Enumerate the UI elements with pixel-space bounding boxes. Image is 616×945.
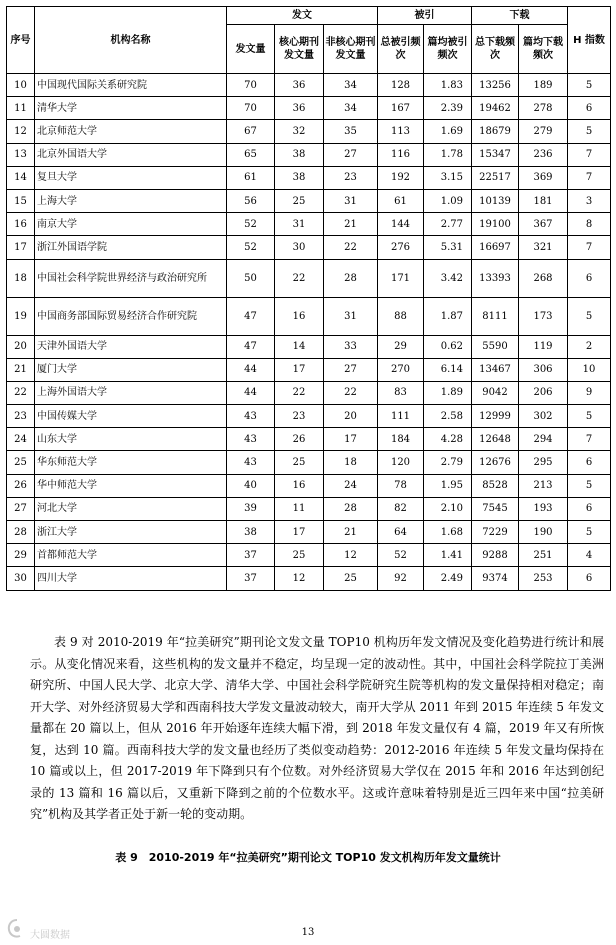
cell-noncore: 22 [324,381,378,404]
cell-core: 36 [275,74,324,97]
cell-total-dl: 9374 [472,567,519,590]
cell-core: 17 [275,521,324,544]
cell-org: 浙江大学 [35,521,227,544]
cell-noncore: 22 [324,236,378,259]
cell-noncore: 21 [324,521,378,544]
cell-index: 13 [7,143,35,166]
cell-index: 12 [7,120,35,143]
cell-index: 30 [7,567,35,590]
table-row [7,213,611,236]
cell-noncore: 12 [324,544,378,567]
cell-avg-cite: 1.41 [424,544,472,567]
cell-index: 18 [7,259,35,297]
cell-org: 上海外国语大学 [35,381,227,404]
cell-articles: 40 [227,474,275,497]
cell-total-dl: 13256 [472,74,519,97]
header-avg-cite: 篇均被引频次 [424,25,472,74]
cell-org: 北京外国语大学 [35,143,227,166]
cell-h-index: 5 [568,297,611,335]
cell-avg-dl: 278 [519,97,568,120]
cell-org: 华东师范大学 [35,451,227,474]
cell-avg-cite: 1.89 [424,381,472,404]
table-row [7,405,611,428]
cell-avg-cite: 1.83 [424,74,472,97]
cell-index: 24 [7,428,35,451]
cell-total-dl: 15347 [472,143,519,166]
cell-org: 华中师范大学 [35,474,227,497]
cell-avg-cite: 5.31 [424,236,472,259]
header-core: 核心期刊发文量 [275,25,324,74]
cell-avg-dl: 306 [519,358,568,381]
cell-org: 清华大学 [35,97,227,120]
cell-h-index: 5 [568,521,611,544]
cell-total-cite: 83 [378,381,424,404]
cell-articles: 39 [227,497,275,520]
cell-core: 16 [275,297,324,335]
cell-core: 36 [275,97,324,120]
cell-articles: 43 [227,405,275,428]
table-row [7,120,611,143]
cell-total-dl: 16697 [472,236,519,259]
cell-avg-dl: 236 [519,143,568,166]
table-row [7,259,611,297]
cell-total-dl: 7545 [472,497,519,520]
cell-core: 17 [275,358,324,381]
cell-total-cite: 144 [378,213,424,236]
cell-avg-cite: 2.58 [424,405,472,428]
header-group-download: 下载 [472,7,568,25]
cell-core: 16 [275,474,324,497]
cell-noncore: 21 [324,213,378,236]
cell-total-dl: 7229 [472,521,519,544]
cell-total-dl: 8111 [472,297,519,335]
cell-articles: 43 [227,428,275,451]
cell-h-index: 10 [568,358,611,381]
cell-articles: 37 [227,544,275,567]
cell-avg-dl: 302 [519,405,568,428]
cell-index: 17 [7,236,35,259]
table-caption: 表 9 2010-2019 年“拉美研究”期刊论文 TOP10 发文机构历年发文量统计 [115,851,501,864]
cell-noncore: 17 [324,428,378,451]
cell-org: 上海大学 [35,189,227,212]
cell-articles: 52 [227,236,275,259]
cell-articles: 37 [227,567,275,590]
cell-total-cite: 120 [378,451,424,474]
cell-org: 四川大学 [35,567,227,590]
table-row [7,236,611,259]
page-number: 13 [301,927,315,938]
cell-articles: 67 [227,120,275,143]
table-row [7,381,611,404]
header-total-cite: 总被引频次 [378,25,424,74]
cell-h-index: 5 [568,120,611,143]
cell-avg-cite: 1.95 [424,474,472,497]
cell-articles: 43 [227,451,275,474]
cell-total-cite: 276 [378,236,424,259]
cell-org: 中国传媒大学 [35,405,227,428]
cell-core: 38 [275,166,324,189]
header-org: 机构名称 [35,7,227,74]
cell-org: 北京师范大学 [35,120,227,143]
cell-total-cite: 78 [378,474,424,497]
cell-h-index: 7 [568,166,611,189]
cell-noncore: 25 [324,567,378,590]
cell-total-cite: 88 [378,297,424,335]
table-row [7,544,611,567]
cell-total-cite: 111 [378,405,424,428]
cell-articles: 47 [227,297,275,335]
cell-noncore: 20 [324,405,378,428]
cell-h-index: 2 [568,335,611,358]
cell-total-dl: 12676 [472,451,519,474]
cell-articles: 61 [227,166,275,189]
cell-index: 14 [7,166,35,189]
cell-core: 25 [275,544,324,567]
cell-h-index: 5 [568,474,611,497]
cell-core: 38 [275,143,324,166]
cell-avg-dl: 193 [519,497,568,520]
cell-avg-dl: 206 [519,381,568,404]
cell-avg-dl: 294 [519,428,568,451]
table-row [7,189,611,212]
cell-index: 15 [7,189,35,212]
cell-total-cite: 113 [378,120,424,143]
cell-total-cite: 52 [378,544,424,567]
cell-index: 19 [7,297,35,335]
table-row [7,497,611,520]
cell-org: 中国现代国际关系研究院 [35,74,227,97]
cell-avg-dl: 119 [519,335,568,358]
cell-h-index: 6 [568,259,611,297]
cell-total-cite: 270 [378,358,424,381]
cell-articles: 44 [227,358,275,381]
table-row [7,521,611,544]
cell-avg-cite: 6.14 [424,358,472,381]
cell-total-dl: 10139 [472,189,519,212]
cell-articles: 50 [227,259,275,297]
cell-index: 22 [7,381,35,404]
cell-org: 中国社会科学院世界经济与政治研究所 [35,259,227,297]
cell-articles: 38 [227,521,275,544]
cell-org: 首都师范大学 [35,544,227,567]
cell-total-dl: 12999 [472,405,519,428]
header-group-cite: 被引 [378,7,472,25]
header-h-index: H 指数 [568,7,611,74]
cell-core: 11 [275,497,324,520]
cell-total-dl: 9288 [472,544,519,567]
cell-index: 16 [7,213,35,236]
cell-total-cite: 82 [378,497,424,520]
cell-org: 厦门大学 [35,358,227,381]
cell-index: 27 [7,497,35,520]
cell-org: 浙江外国语学院 [35,236,227,259]
watermark-text: 大圆数据 [30,930,70,941]
cell-noncore: 28 [324,259,378,297]
header-articles: 发文量 [227,25,275,74]
cell-core: 32 [275,120,324,143]
cell-total-dl: 19462 [472,97,519,120]
cell-avg-dl: 173 [519,297,568,335]
cell-core: 12 [275,567,324,590]
cell-total-dl: 19100 [472,213,519,236]
cell-noncore: 34 [324,97,378,120]
cell-org: 南京大学 [35,213,227,236]
cell-index: 11 [7,97,35,120]
header-index: 序号 [7,7,35,74]
cell-articles: 65 [227,143,275,166]
cell-articles: 70 [227,97,275,120]
table-row [7,358,611,381]
header-avg-dl: 篇均下载频次 [519,25,568,74]
header-total-dl: 总下载频次 [472,25,519,74]
cell-index: 23 [7,405,35,428]
table-row [7,143,611,166]
cell-core: 25 [275,189,324,212]
cell-articles: 56 [227,189,275,212]
cell-total-cite: 92 [378,567,424,590]
cell-index: 20 [7,335,35,358]
cell-core: 22 [275,259,324,297]
cell-org: 中国商务部国际贸易经济合作研究院 [35,297,227,335]
cell-avg-cite: 4.28 [424,428,472,451]
cell-h-index: 6 [568,451,611,474]
cell-noncore: 35 [324,120,378,143]
cell-noncore: 34 [324,74,378,97]
cell-avg-cite: 3.15 [424,166,472,189]
cell-avg-cite: 1.78 [424,143,472,166]
cell-noncore: 27 [324,143,378,166]
cell-total-dl: 22517 [472,166,519,189]
stats-table [6,6,611,591]
cell-org: 复旦大学 [35,166,227,189]
cell-total-cite: 192 [378,166,424,189]
header-group-publish: 发文 [227,7,378,25]
cell-h-index: 6 [568,567,611,590]
cell-articles: 44 [227,381,275,404]
cell-total-cite: 171 [378,259,424,297]
cell-core: 26 [275,428,324,451]
table-row [7,428,611,451]
cell-h-index: 6 [568,97,611,120]
cell-index: 21 [7,358,35,381]
cell-core: 25 [275,451,324,474]
cell-total-cite: 167 [378,97,424,120]
cell-avg-cite: 1.09 [424,189,472,212]
cell-avg-dl: 213 [519,474,568,497]
cell-avg-cite: 2.39 [424,97,472,120]
cell-index: 25 [7,451,35,474]
cell-h-index: 3 [568,189,611,212]
cell-index: 28 [7,521,35,544]
cell-avg-cite: 2.10 [424,497,472,520]
table-row [7,166,611,189]
cell-avg-cite: 2.79 [424,451,472,474]
cell-noncore: 31 [324,189,378,212]
cell-avg-dl: 190 [519,521,568,544]
cell-core: 30 [275,236,324,259]
cell-avg-dl: 369 [519,166,568,189]
cell-total-dl: 18679 [472,120,519,143]
table-row [7,474,611,497]
cell-core: 22 [275,381,324,404]
cell-total-dl: 9042 [472,381,519,404]
cell-avg-dl: 268 [519,259,568,297]
cell-total-cite: 64 [378,521,424,544]
body-paragraph: 表 9 对 2010-2019 年“拉美研究”期刊论文发文量 TOP10 机构历年发文情况及变化趋势进行统计和展示。从变化情况来看，这些机构的发文量并不稳定，均呈现一定的波动性。其中，中国社会科学院拉丁美洲研究所、中国人民大学、北京大学、清华大学、中国社会科学院研究生院等机构的发文量保持相对稳定；南开大学、对外经济贸易大学和西南科技大学发文量波动较大，南开大学从 2011 年到 2015 年连续 5 年发文量都在 20 篇以上，但从 2016 年开始逐年连续大幅下滑，到 2018 年发文量仅有 4 篇，2019 年又有所恢复，达到 10 篇。西南科技大学的发文量也经历了类似变动趋势：2012-2016 年连续 5 年发文量均保持在 10 篇或以上，但 2017-2019 年下降到只有个位数。对外经济贸易大学仅在 2015 年和 2016 年达到创纪录的 13 篇和 16 篇以后，又重新下降到之前的个位数水平。这或许意味着特别是近三四年来中国“拉美研究”机构及其学者正处于新一轮的变动期。 [30,635,604,821]
table-row [7,97,611,120]
cell-index: 10 [7,74,35,97]
cell-avg-dl: 253 [519,567,568,590]
cell-total-dl: 12648 [472,428,519,451]
cell-total-dl: 13393 [472,259,519,297]
cell-avg-dl: 321 [519,236,568,259]
cell-avg-dl: 251 [519,544,568,567]
cell-avg-cite: 1.87 [424,297,472,335]
cell-core: 31 [275,213,324,236]
cell-noncore: 33 [324,335,378,358]
cell-index: 26 [7,474,35,497]
table-row [7,74,611,97]
cell-h-index: 9 [568,381,611,404]
cell-articles: 47 [227,335,275,358]
cell-avg-dl: 189 [519,74,568,97]
cell-articles: 70 [227,74,275,97]
table-row [7,451,611,474]
cell-avg-cite: 2.77 [424,213,472,236]
cell-noncore: 28 [324,497,378,520]
cell-noncore: 27 [324,358,378,381]
cell-h-index: 7 [568,143,611,166]
cell-total-dl: 5590 [472,335,519,358]
cell-h-index: 7 [568,236,611,259]
cell-total-dl: 13467 [472,358,519,381]
cell-h-index: 5 [568,405,611,428]
cell-org: 山东大学 [35,428,227,451]
table-row [7,297,611,335]
cell-h-index: 6 [568,497,611,520]
cell-avg-dl: 181 [519,189,568,212]
table-row [7,335,611,358]
cell-h-index: 4 [568,544,611,567]
header-noncore: 非核心期刊发文量 [324,25,378,74]
cell-total-cite: 184 [378,428,424,451]
cell-total-cite: 29 [378,335,424,358]
cell-h-index: 5 [568,74,611,97]
cell-total-cite: 61 [378,189,424,212]
cell-avg-dl: 367 [519,213,568,236]
cell-total-cite: 128 [378,74,424,97]
cell-noncore: 18 [324,451,378,474]
table-row [7,567,611,590]
cell-avg-cite: 3.42 [424,259,472,297]
cell-core: 23 [275,405,324,428]
cell-h-index: 7 [568,428,611,451]
cell-h-index: 8 [568,213,611,236]
cell-avg-dl: 295 [519,451,568,474]
cell-avg-cite: 1.68 [424,521,472,544]
cell-org: 天津外国语大学 [35,335,227,358]
table-body [7,74,611,591]
cell-avg-cite: 2.49 [424,567,472,590]
cell-org: 河北大学 [35,497,227,520]
cell-noncore: 23 [324,166,378,189]
cell-core: 14 [275,335,324,358]
cell-avg-cite: 1.69 [424,120,472,143]
cell-avg-dl: 279 [519,120,568,143]
cell-index: 29 [7,544,35,567]
cell-total-cite: 116 [378,143,424,166]
cell-articles: 52 [227,213,275,236]
cell-total-dl: 8528 [472,474,519,497]
cell-noncore: 31 [324,297,378,335]
cell-avg-cite: 0.62 [424,335,472,358]
cell-noncore: 24 [324,474,378,497]
